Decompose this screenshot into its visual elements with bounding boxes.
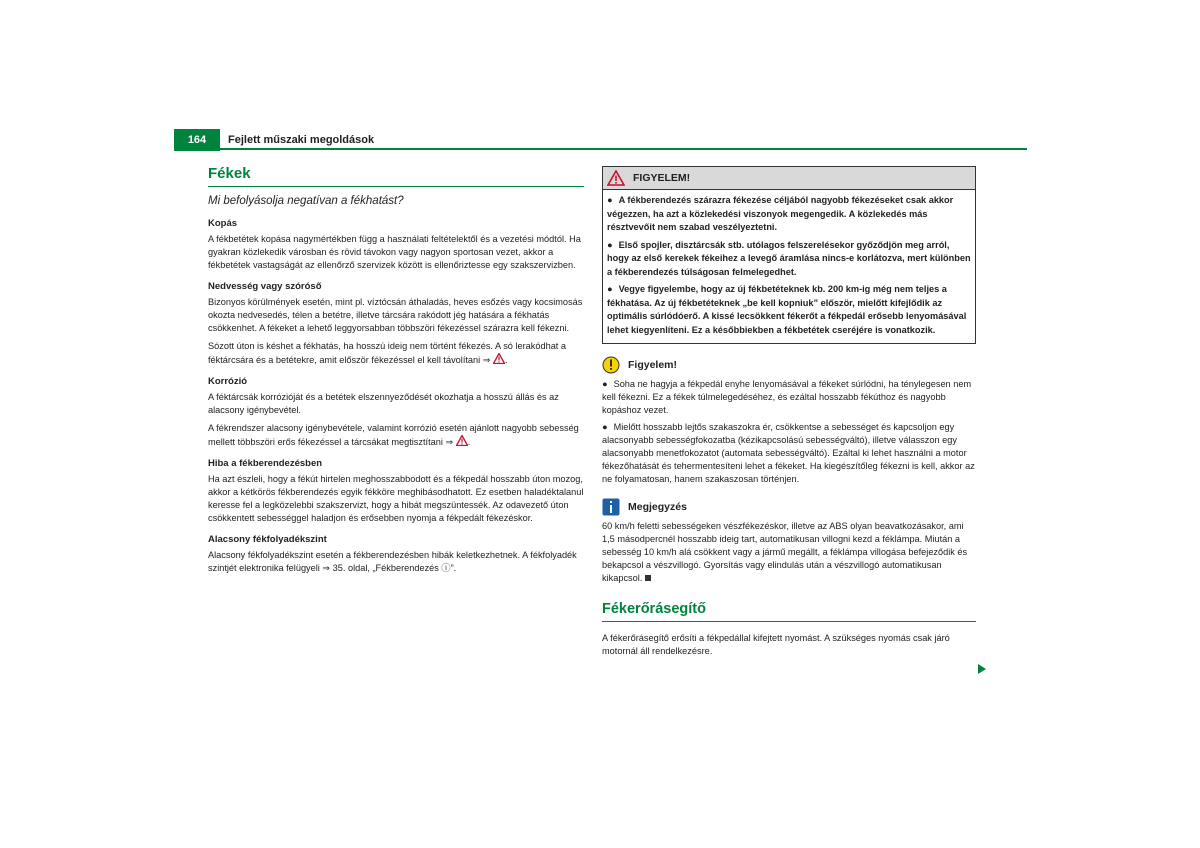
paragraph-sozott-text: Sózott úton is késhet a fékhatás, ha hosszú ideig nem történt fékezés. A só lerakódhat a féktárcsára és a betétekre, amit először fékezéssel el kell távolítani ⇒ (208, 341, 567, 365)
info-icon (602, 498, 620, 516)
warning-triangle-icon[interactable] (456, 435, 468, 446)
heading-nedvesseg: Nedvesség vagy szóróső (208, 281, 322, 292)
caution-item-text: Soha ne hagyja a fékpedál enyhe lenyomásával a fékeket súrlódni, ha ténylegesen nem kell fékezni. Ez a fékek túlmelegedéséhez, és ezáltal hosszabb fékúthoz és nagyobb kopáshoz vezet. (602, 379, 972, 415)
warning-header (603, 167, 975, 190)
warning-triangle-icon (607, 170, 625, 186)
continue-arrow-icon (978, 664, 986, 674)
caution-item (602, 378, 976, 417)
header-rule (174, 148, 1027, 150)
bullet-icon: ● (602, 422, 608, 432)
warning-item (607, 283, 971, 337)
exclamation-circle-icon (602, 356, 620, 374)
note-text-body: 60 km/h feletti sebességeken vészfékezéskor, illetve az ABS olyan beavatkozásakor, ami 1,5 másodpercnél hosszabb ideig tart, automatikusan villogni kezd a féklámpa. Miután a sebesség 10 km/h alá csökkent vagy a jármű megállt, a féklámpa villogása befejeződik és bekapcsol a vészvillogó. Gyorsítás vagy elindulás után a vészvillogó automatikusan kikapcsol. (602, 521, 968, 583)
caution-item (602, 421, 976, 486)
note-title: Megjegyzés (628, 501, 687, 513)
paragraph-sozott: Sózott úton is késhet a fékhatás, ha hosszú ideig nem történt fékezés. A só lerakódhat a féktárcsára és a betétekre, amit először fékezéssel el kell távolítani ⇒ . (208, 341, 567, 365)
heading-korrozio: Korrózió (208, 376, 248, 387)
warning-item-text: Vegye figyelembe, hogy az új fékbetéteknek kb. 200 km-ig még nem teljes a fékhatása. Az új fékbetéteknek „be kell kopniuk” először, mielőtt kifejlődik az optimális súrlódóerő. A kissé lecsökkent fékerőt a fékpedál erősebb lenyomásával lehet kiegyenlíteni. Ez a későbbiekben a fékbetétek cseréjére is vonatkozik. (607, 284, 967, 335)
brake-assist-title: Fékerőrásegítő (602, 599, 976, 622)
warning-item (607, 239, 971, 280)
heading-alacsony: Alacsony fékfolyadékszint (208, 534, 327, 545)
bullet-icon: ● (607, 239, 613, 250)
bullet-icon: ● (607, 195, 613, 205)
paragraph-alacsony: Alacsony fékfolyadékszint esetén a fékberendezésben hibák keletkezhetnek. A fékfolyadék szintjét elektronika felügyeli ⇒ 35. oldal, „Fékberendezés ⓘ”. (208, 550, 577, 573)
caution-header (602, 356, 976, 374)
warning-item-text: Első spojler, disztárcsák stb. utólagos felszerelésekor győződjön meg arról, hogy az első kerekek fékeihez a levegő áramlása nincs-e korlátozva, mert különben a fékberendezés túlságosan felmelegedhet. (607, 239, 971, 277)
section-title: Fékek (208, 164, 584, 187)
caution-title: Figyelem! (628, 359, 678, 371)
section-subtitle: Mi befolyásolja negatívan a fékhatást? (208, 195, 404, 207)
page-number: 164 (174, 129, 220, 151)
paragraph-korrozio-2-text: A fékrendszer alacsony igénybevétele, valamint korrózió esetén ajánlott nagyobb sebesség mellett többszöri erős fékezéssel a tárcsákat megtisztítani ⇒ (208, 423, 579, 447)
warning-triangle-icon[interactable] (493, 353, 505, 364)
note-header (602, 498, 976, 516)
warning-box (602, 166, 976, 344)
note-text (602, 520, 976, 585)
warning-title: FIGYELEM! (633, 172, 691, 184)
heading-hiba: Hiba a fékberendezésben (208, 458, 323, 469)
paragraph-korrozio-1: A féktárcsák korrózióját és a betétek elszennyeződését okozhatja a hosszú állás és az alacsony igénybevétel. (208, 392, 559, 415)
paragraph-nedvesseg: Bizonyos körülmények esetén, mint pl. víztócsán áthaladás, heves esőzés vagy kocsimosás okozta nedvesedés, télen a betétre, illetve tárcsára rakódott jég hatására a fékhatás csökkenhet. A fékeket a lehető leggyorsabban többszöri fékezéssel szárazra kell fékezni. (208, 297, 583, 333)
left-column (208, 164, 584, 580)
right-column (602, 166, 976, 662)
warning-body (603, 190, 975, 343)
brake-assist-text: A fékerőrásegítő erősíti a fékpedállal kifejtett nyomást. A szükséges nyomás csak járó motornál áll rendelkezésre. (602, 633, 950, 656)
warning-item-text: A fékberendezés szárazra fékezése céljából nagyobb fékezéseket csak akkor végezzen, ha azt a közlekedési viszonyok megengedik. A közlekedés más résztvevőit nem szabad veszélyeztetni. (607, 195, 954, 232)
paragraph-hiba: Ha azt észleli, hogy a fékút hirtelen meghosszabbodott és a fékpedál hosszabb úton mozog, akkor a kétkörös fékberendezés egyik fékköre meghibásodhatott. Ez esetben haladéktalanul keresse fel a legközelebbi szakszervizt, hogy a hibát megszüntessék. Az odavezető úton csökkentett sebességgel haladjon és erősebben nyomja a fékpedált fékezéskor. (208, 474, 584, 523)
chapter-title: Fejlett műszaki megoldások (228, 134, 375, 146)
paragraph-korrozio-2: A fékrendszer alacsony igénybevétele, valamint korrózió esetén ajánlott nagyobb sebesség mellett többszöri erős fékezéssel a tárcsákat megtisztítani ⇒ . (208, 423, 579, 447)
warning-item (607, 194, 971, 235)
bullet-icon: ● (607, 284, 613, 294)
heading-kopas: Kopás (208, 218, 238, 229)
end-of-section-icon (645, 575, 651, 581)
bullet-icon: ● (602, 379, 608, 389)
caution-item-text: Mielőtt hosszabb lejtős szakaszokra ér, csökkentse a sebességet és kapcsoljon egy alacsonyabb sebességfokozatba (kézikapcsolású sebességváltó), illetve válasszon egy alacsonyabb menetfokozatot (automata sebességváltó). Ezáltal ki lehet használni a motor fékezőhatását és tehermentesíteni lehet a fékeket. Ha kiegészítőleg fékezni is kell, akkor az ne folyamatosan, hanem szakaszosan történjen. (602, 422, 975, 484)
paragraph-kopas: A fékbetétek kopása nagymértékben függ a használati feltételektől és a vezetési módtól. Ha gyakran közlekedik városban és rövid távokon vagy nagyon sportosan vezet, akkor a fékbetétek vastagságát az ellenőrző szervizek között is ellenőriztesse egy szakszervizben. (208, 234, 581, 270)
